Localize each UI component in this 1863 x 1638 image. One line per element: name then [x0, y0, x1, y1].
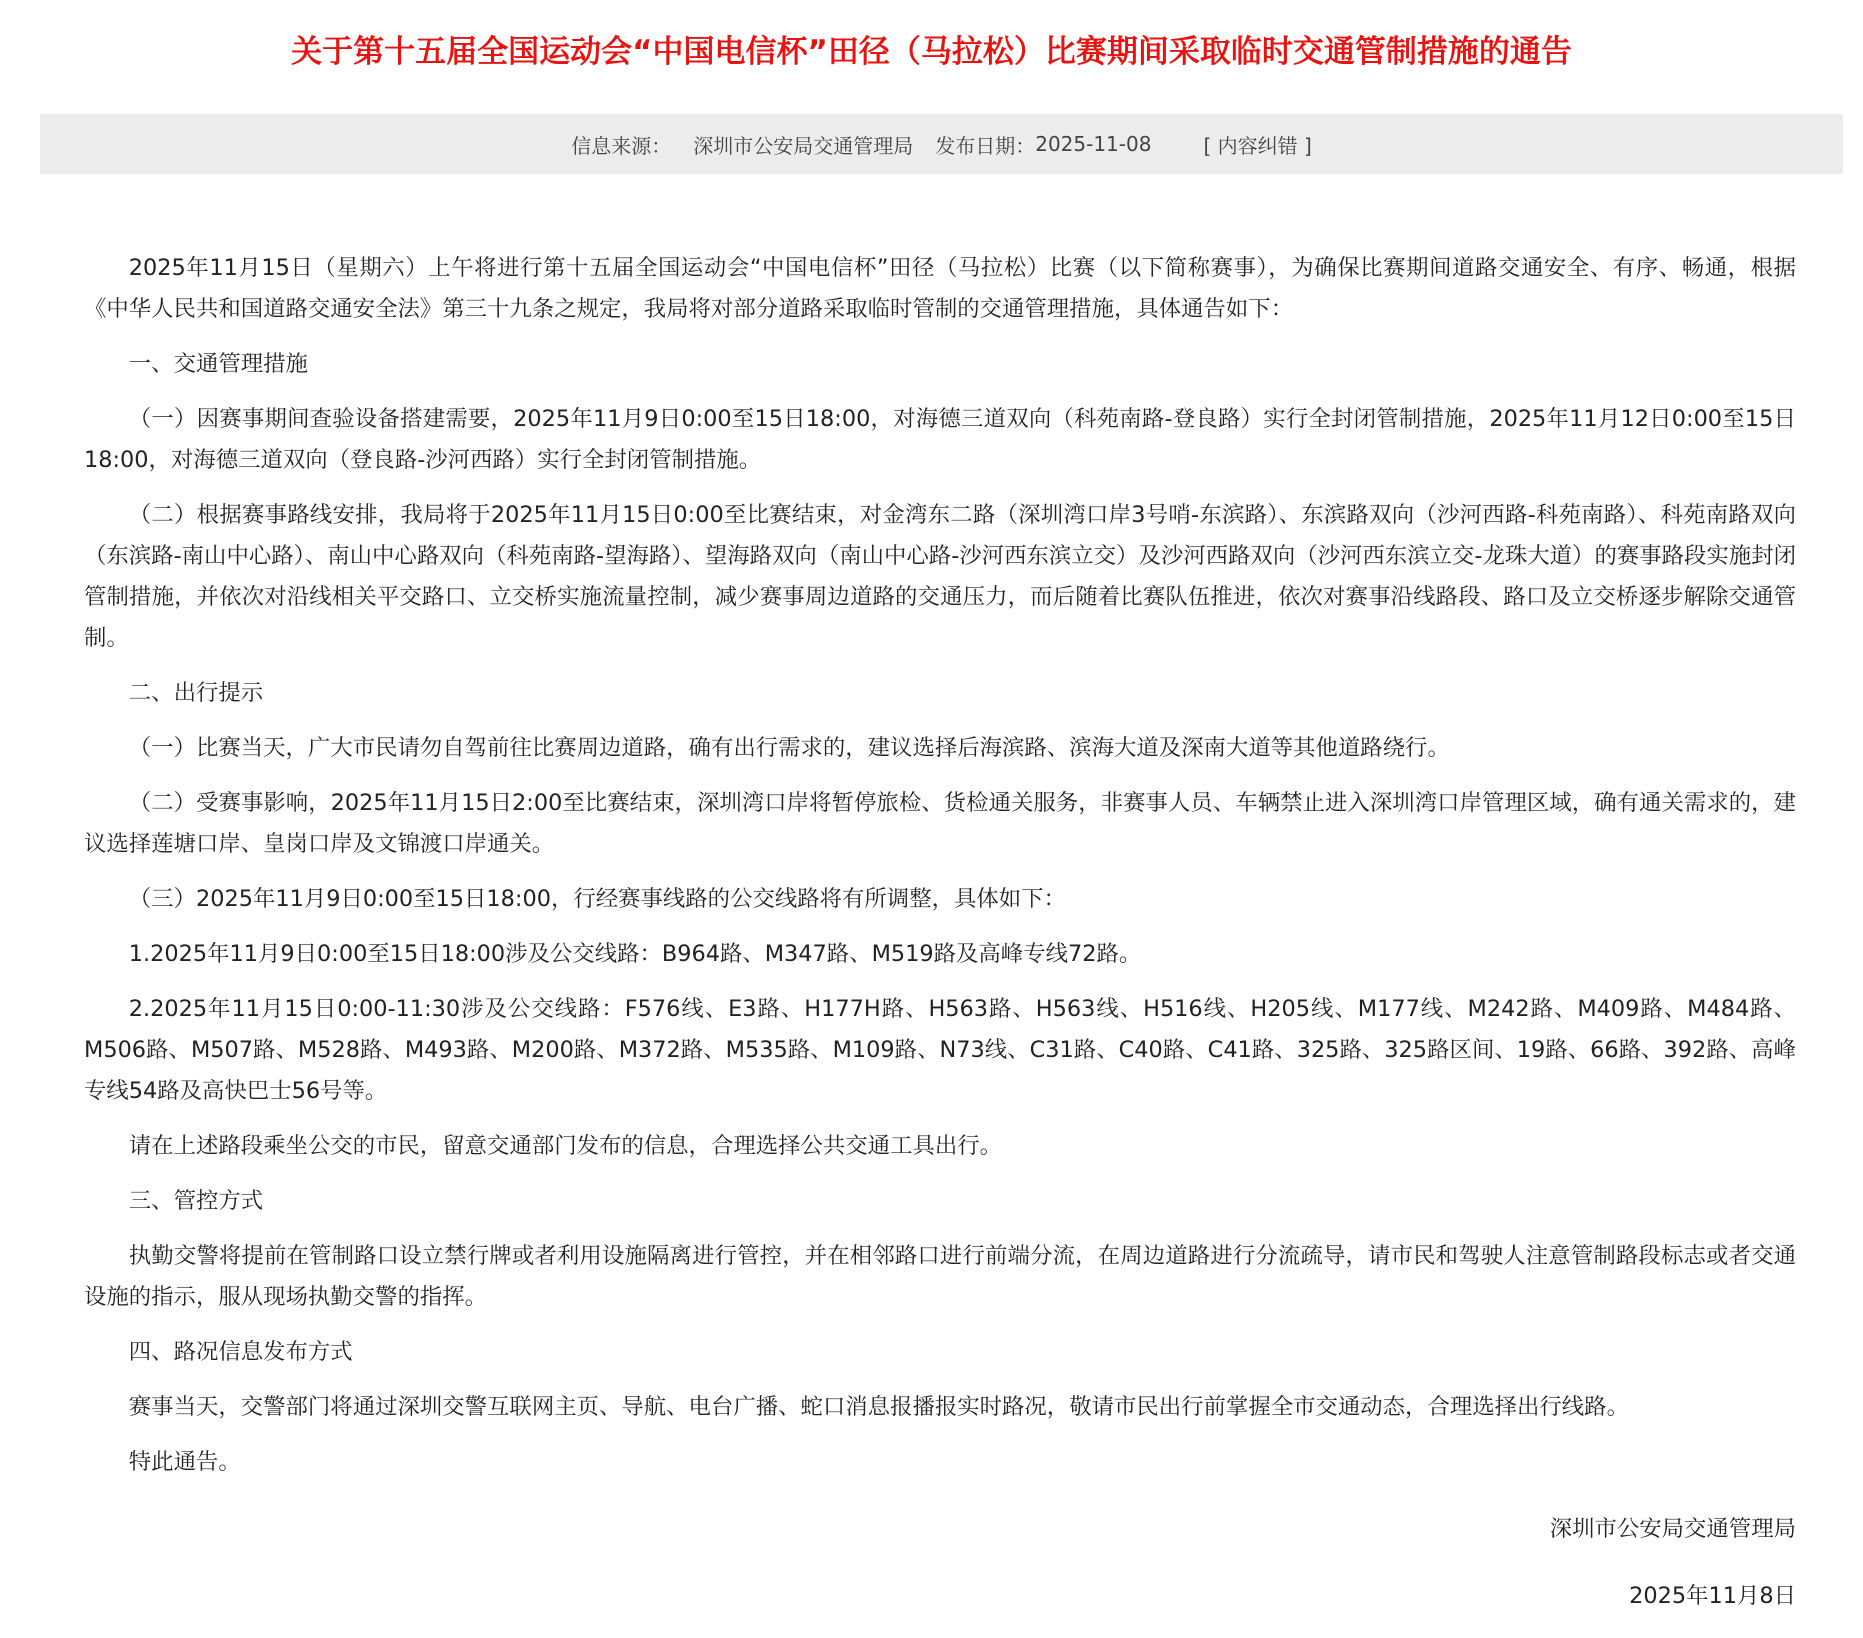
section-heading-info-release: 四、路况信息发布方式: [128, 1339, 353, 1365]
signature-org: 深圳市公安局交通管理局: [1549, 1516, 1796, 1542]
section-heading-travel-tips: 二、出行提示: [128, 680, 264, 706]
tip-1-paragraph: （一）比赛当天，广大市民请勿自驾前往比赛周边道路，确有出行需求的，建议选择后海滨路、滨海大道及深南大道等其他道路绕行。: [128, 735, 1450, 761]
measure-2-paragraph: （二）根据赛事路线安排，我局将于2025年11月15日0:00至比赛结束，对金湾东二路（深圳湾口岸3号哨-东滨路）、东滨路双向（沙河西路-科苑南路）、科苑南路双向（东滨路-南山中心路）、南山中心路双向（科苑南路-望海路）、望海路双向（南山中心路-沙河西东滨立交）及沙河西路双向（沙河西东滨立交-龙珠大道）的赛事路段实施封闭管制措施，并依次对沿线相关平交路口、立交桥实施流量控制，减少赛事周边道路的交通压力，而后随着比赛队伍推进，依次对赛事沿线路段、路口及立交桥逐步解除交通管制。: [84, 502, 1796, 651]
section-heading-control-method: 三、管控方式: [128, 1188, 264, 1214]
publish-date-label: 发布日期：: [935, 133, 1036, 158]
bus-notice-paragraph: 请在上述路段乘坐公交的市民，留意交通部门发布的信息，合理选择公共交通工具出行。: [128, 1133, 1003, 1159]
section-heading-traffic-measures: 一、交通管理措施: [128, 351, 308, 377]
source-label: 信息来源：: [571, 133, 672, 158]
intro-paragraph: 2025年11月15日（星期六）上午将进行第十五届全国运动会“中国电信杯”田径（马拉松）比赛（以下简称赛事），为确保比赛期间道路交通安全、有序、畅通，根据《中华人民共和国道路交通安全法》第三十九条之规定，我局将对部分道路采取临时管制的交通管理措施，具体通告如下：: [84, 255, 1796, 322]
info-release-paragraph: 赛事当天，交警部门将通过深圳交警互联网主页、导航、电台广播、蛇口消息报播报实时路况，敬请市民出行前掌握全市交通动态，合理选择出行线路。: [128, 1394, 1629, 1420]
publish-date-value: 2025-11-08: [1035, 132, 1152, 156]
bus-lines-2-paragraph: 2.2025年11月15日0:00-11:30涉及公交线路：F576线、E3路、H177H路、H563路、H563线、H516线、H205线、M177线、M242路、M409路、M484路、M506路、M507路、M528路、M493路、M200路、M372路、M535路、M109路、N73线、C31路、C40路、C41路、325路、325路区间、19路、66路、392路、高峰专线54路及高快巴士56号等。: [84, 996, 1796, 1104]
article-body: [84, 248, 1796, 1631]
source-value: 深圳市公安局交通管理局: [693, 133, 914, 158]
closing-paragraph: 特此通告。: [128, 1449, 241, 1475]
measure-1-paragraph: （一）因赛事期间查验设备搭建需要，2025年11月9日0:00至15日18:00，对海德三道双向（科苑南路-登良路）实行全封闭管制措施，2025年11月12日0:00至15日18:00，对海德三道双向（登良路-沙河西路）实行全封闭管制措施。: [84, 406, 1796, 473]
article-meta-bar: [40, 114, 1843, 174]
tip-3-paragraph: （三）2025年11月9日0:00至15日18:00，行经赛事线路的公交线路将有所调整，具体如下：: [128, 886, 1066, 912]
tip-2-paragraph: （二）受赛事影响，2025年11月15日2:00至比赛结束，深圳湾口岸将暂停旅检、货检通关服务，非赛事人员、车辆禁止进入深圳湾口岸管理区域，确有通关需求的，建议选择莲塘口岸、皇岗口岸及文锦渡口岸通关。: [84, 790, 1796, 857]
bus-lines-1-paragraph: 1.2025年11月9日0:00至15日18:00涉及公交线路：B964路、M347路、M519路及高峰专线72路。: [128, 941, 1142, 967]
content-correction-link[interactable]: [ 内容纠错 ]: [1203, 133, 1312, 158]
signature-date: 2025年11月8日: [1629, 1583, 1796, 1609]
control-method-paragraph: 执勤交警将提前在管制路口设立禁行牌或者利用设施隔离进行管控，并在相邻路口进行前端分流，在周边道路进行分流疏导，请市民和驾驶人注意管制路段标志或者交通设施的指示，服从现场执勤交警的指挥。: [84, 1243, 1796, 1310]
page-title: 关于第十五届全国运动会“中国电信杯”田径（马拉松）比赛期间采取临时交通管制措施的通告: [291, 34, 1572, 70]
